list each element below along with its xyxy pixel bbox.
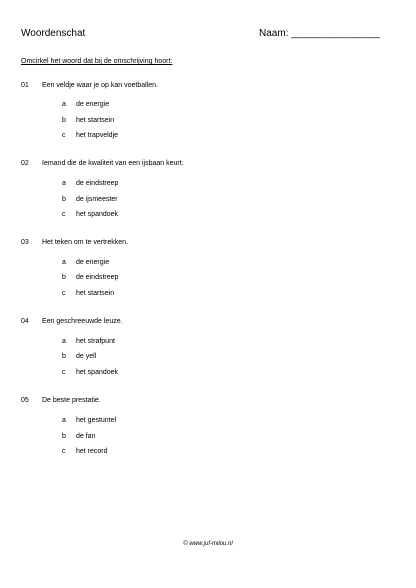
option-letter: b <box>62 196 66 203</box>
question-number: 04 <box>21 318 29 325</box>
footer-credit: © www.juf-milou.nl <box>183 541 233 547</box>
option-letter: c <box>62 369 66 376</box>
option-letter: a <box>62 101 66 108</box>
option-text: de ijsmeester <box>76 196 118 203</box>
question-text: Een geschreeuwde leuze. <box>42 318 123 325</box>
option-text: het spandoek <box>76 211 119 218</box>
name-field-label: Naam: ________________ <box>259 28 381 39</box>
option-letter: c <box>62 448 66 455</box>
option-text: het strafpunt <box>76 338 115 345</box>
question-text: Iemand die de kwaliteit van een ijsbaan keurt. <box>42 160 184 167</box>
option-letter: b <box>62 353 66 360</box>
option-letter: b <box>62 117 66 124</box>
option-text: het trapveldje <box>76 132 119 139</box>
option-text: de fan <box>76 433 96 440</box>
option-letter: a <box>62 259 66 266</box>
option-text: de eindstreep <box>76 180 119 187</box>
instruction-text: Omcirkel het woord dat bij de omschrijving hoort: <box>21 58 173 65</box>
question-number: 01 <box>21 82 29 89</box>
option-text: het spandoek <box>76 369 119 376</box>
option-letter: b <box>62 274 66 281</box>
question-number: 03 <box>21 239 29 246</box>
question-number: 02 <box>21 160 29 167</box>
option-text: de energie <box>76 259 110 266</box>
question-text: Een veldje waar je op kan voetballen. <box>42 82 158 89</box>
option-text: het startsein <box>76 290 115 297</box>
question-text: Het teken om te vertrekken. <box>42 239 128 246</box>
option-letter: a <box>62 180 66 187</box>
option-letter: b <box>62 433 66 440</box>
option-letter: c <box>62 132 66 139</box>
option-text: het gestuntel <box>76 417 117 424</box>
option-text: de yell <box>76 353 97 360</box>
option-letter: c <box>62 211 66 218</box>
option-text: het startsein <box>76 117 115 124</box>
option-text: de eindstreep <box>76 274 119 281</box>
option-text: het record <box>76 448 108 455</box>
page-title: Woordenschat <box>21 28 86 39</box>
option-letter: a <box>62 417 66 424</box>
question-number: 05 <box>21 397 29 404</box>
option-letter: c <box>62 290 66 297</box>
question-text: De beste prestatie. <box>42 397 101 404</box>
option-text: de energie <box>76 101 110 108</box>
option-letter: a <box>62 338 66 345</box>
